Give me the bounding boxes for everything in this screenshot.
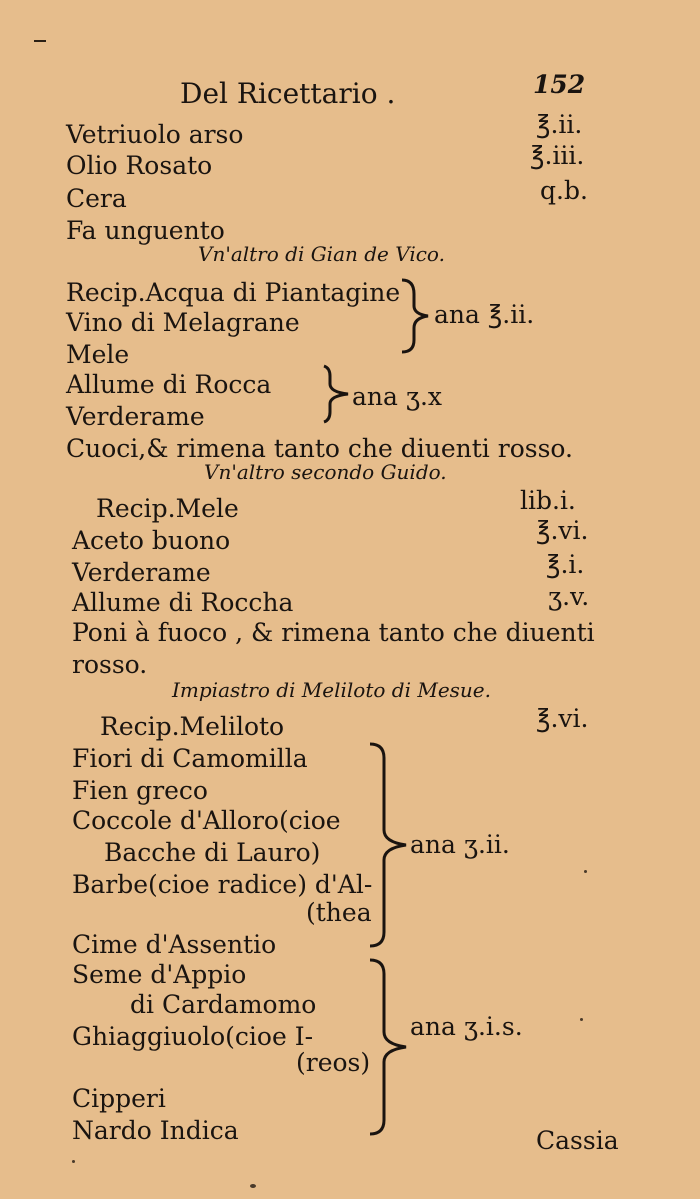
recipe-line: Mele <box>66 340 130 369</box>
section-heading: Vn'altro secondo Guido. <box>204 460 447 484</box>
recipe-line: Vino di Melagrane <box>66 308 300 337</box>
recipe-line: (reos) <box>296 1048 371 1077</box>
recipe-line: Cipperi <box>72 1084 166 1113</box>
amount: lib.i. <box>520 486 576 515</box>
amount: ana ʒ.i.s. <box>410 1012 523 1041</box>
recipe-line: (thea <box>306 898 372 927</box>
paper-speck <box>584 870 587 873</box>
recipe-line: Allume di Roccha <box>72 588 294 617</box>
recipe-line: Recip.Meliloto <box>100 712 285 741</box>
amount: ℥.vi. <box>536 704 589 733</box>
recipe-line: rosso. <box>72 650 148 679</box>
recipe-line: Aceto buono <box>72 526 231 555</box>
catchword: Cassia <box>536 1126 619 1155</box>
recipe-line: Poni à fuoco , & rimena tanto che diuenti <box>72 618 595 647</box>
section-heading: Impiastro di Meliloto di Mesue. <box>172 678 491 702</box>
recipe-line: Allume di Rocca <box>66 370 272 399</box>
amount: q.b. <box>540 176 588 205</box>
paper-speck <box>250 1184 256 1188</box>
recipe-line: Recip.Mele <box>96 494 239 523</box>
recipe-line: Coccole d'Alloro(cioe <box>72 806 341 835</box>
amount: ℥.vi. <box>536 516 589 545</box>
recipe-line: di Cardamomo <box>130 990 317 1019</box>
recipe-line: Verderame <box>66 402 205 431</box>
section-heading: Vn'altro di Gian de Vico. <box>198 242 445 266</box>
brace-icon <box>318 362 354 426</box>
recipe-line: Seme d'Appio <box>72 960 247 989</box>
recipe-line: Ghiaggiuolo(cioe I- <box>72 1022 314 1051</box>
amount: ana ʒ.x <box>352 382 443 411</box>
recipe-line: Cera <box>66 184 127 213</box>
amount: ℥.ii. <box>536 110 583 139</box>
page-number: 152 <box>533 70 586 99</box>
amount: ℥.iii. <box>530 141 585 170</box>
recipe-line: Vetriuolo arso <box>66 120 244 149</box>
brace-icon <box>362 740 412 950</box>
recipe-line: Cime d'Assentio <box>72 930 277 959</box>
recipe-line: Barbe(cioe radice) d'Al- <box>72 870 373 899</box>
recipe-line: Cuoci,& rimena tanto che diuenti rosso. <box>66 434 573 463</box>
recipe-line: Nardo Indica <box>72 1116 239 1145</box>
recipe-line: Olio Rosato <box>66 151 213 180</box>
amount: ana ℥.ii. <box>434 300 535 329</box>
recipe-line: Fiori di Camomilla <box>72 744 308 773</box>
paper-speck <box>72 1160 75 1163</box>
running-title: Del Ricettario . <box>180 77 396 110</box>
recipe-line: Fa unguento <box>66 216 225 245</box>
recipe-line: Recip.Acqua di Piantagine <box>66 278 401 307</box>
paper-speck <box>580 1018 583 1021</box>
recipe-line: Fien greco <box>72 776 208 805</box>
recipe-line: Verderame <box>72 558 211 587</box>
margin-mark <box>34 40 46 42</box>
brace-icon <box>362 956 412 1140</box>
recipe-line: Bacche di Lauro) <box>104 838 321 867</box>
brace-icon <box>398 276 438 356</box>
amount: ℥.i. <box>546 550 585 579</box>
amount: ana ʒ.ii. <box>410 830 510 859</box>
amount: ʒ.v. <box>548 582 590 611</box>
